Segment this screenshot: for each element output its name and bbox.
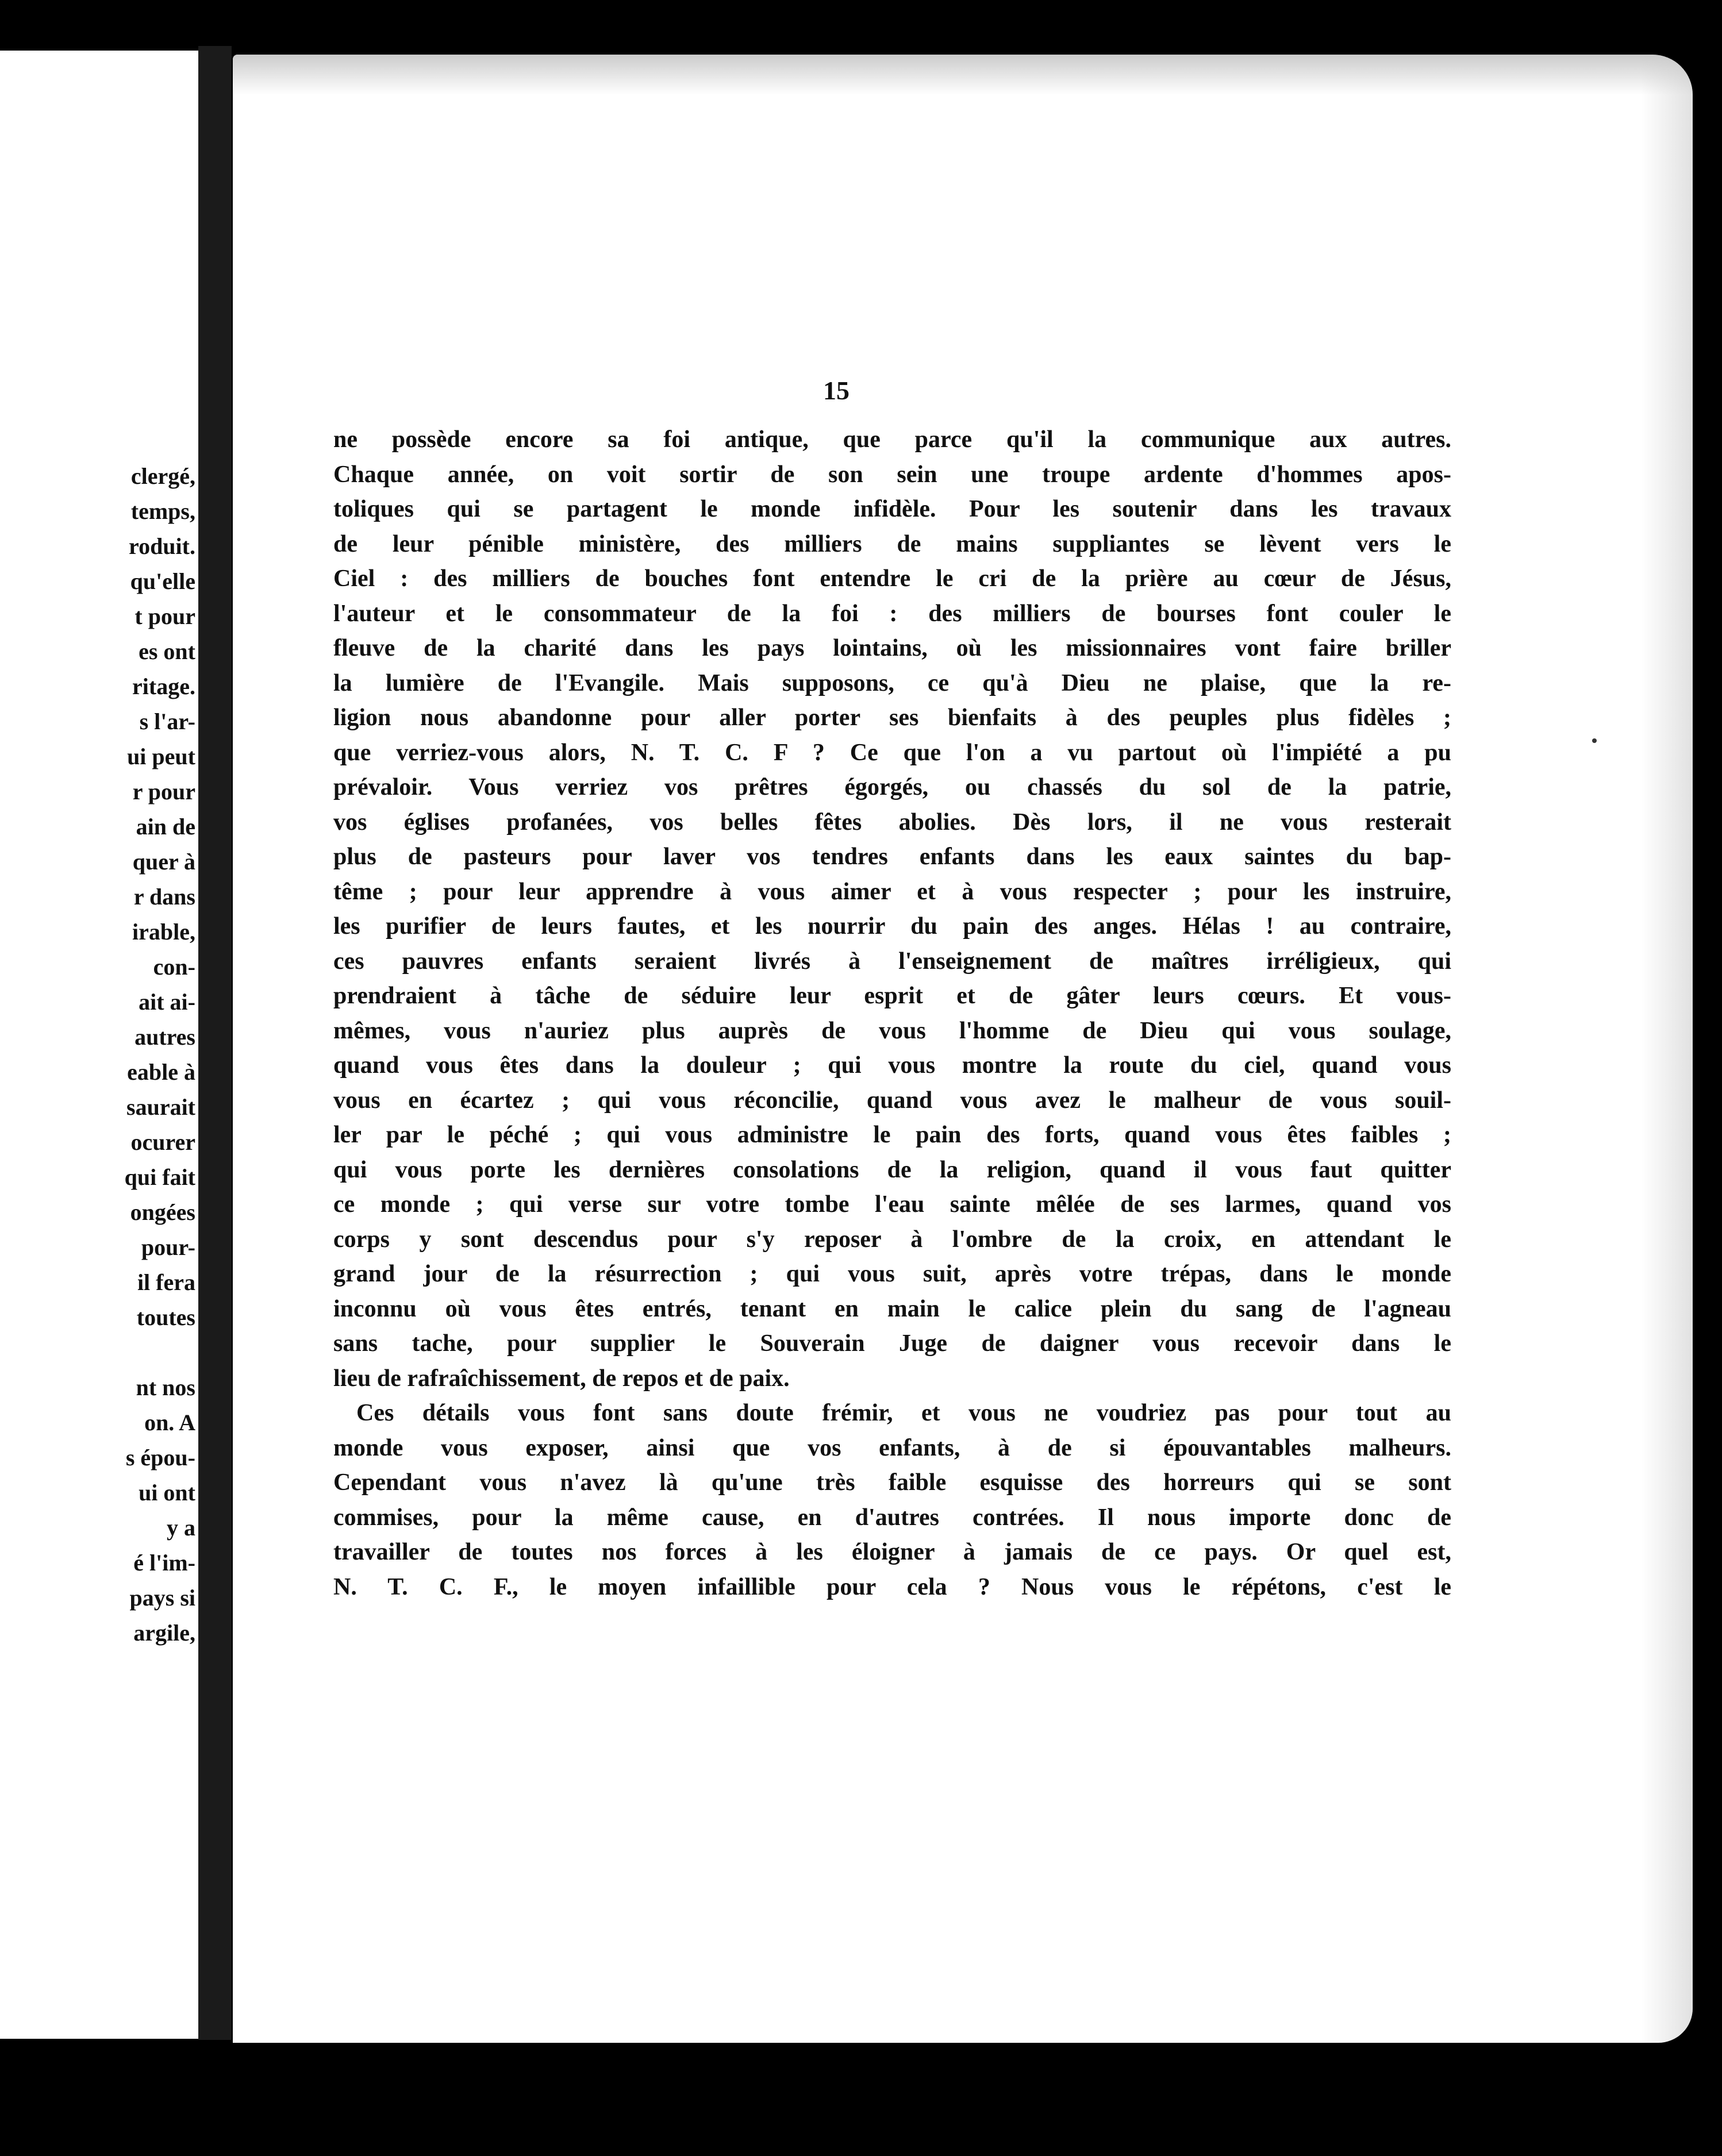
left-text-line: qu'elle (130, 568, 195, 594)
left-text-line: s l'ar- (139, 709, 195, 734)
text-line: Ciel : des milliers de bouches font entendre le cri de la prière au cœur de Jésus, (333, 565, 1451, 592)
left-text-line: il fera (137, 1269, 195, 1295)
text-line: vous en écartez ; qui vous réconcilie, quand vous avez le malheur de vous souil- (333, 1087, 1451, 1114)
ink-speck (1592, 738, 1597, 743)
text-line: ligion nous abandonne pour aller porter ses bienfaits à des peuples plus fidèles ; (333, 704, 1451, 731)
text-line: ne possède encore sa foi antique, que parce qu'il la communique aux autres. (333, 426, 1451, 453)
text-line: ces pauvres enfants seraient livrés à l'enseignement de maîtres irréligieux, qui (333, 948, 1451, 975)
text-line: Cependant vous n'avez là qu'une très faible esquisse des horreurs qui se sont (333, 1469, 1451, 1496)
left-text-line: r pour (132, 779, 195, 804)
left-text-line: quer à (132, 849, 195, 875)
text-line: prévaloir. Vous verriez vos prêtres égorgés, ou chassés du sol de la patrie, (333, 774, 1451, 800)
left-text-line: ocurer (130, 1129, 195, 1155)
book-gutter (198, 46, 232, 2040)
left-text-line: argile, (133, 1620, 195, 1646)
body-text (333, 422, 1451, 1604)
text-line: monde vous exposer, ainsi que vos enfants, à de si épouvantables malheurs. (333, 1434, 1451, 1461)
left-text-line: eable à (127, 1059, 195, 1085)
left-text-line: ritage. (132, 673, 195, 699)
text-line: de leur pénible ministère, des milliers de mains suppliantes se lèvent vers le (333, 530, 1451, 557)
left-text-line: nt nos (136, 1375, 195, 1400)
text-line: corps y sont descendus pour s'y reposer à l'ombre de la croix, en attendant le (333, 1226, 1451, 1253)
text-line: vos églises profanées, vos belles fêtes abolies. Dès lors, il ne vous resterait (333, 808, 1451, 836)
text-line: prendraient à tâche de séduire leur esprit et de gâter leurs cœurs. Et vous- (333, 983, 1451, 1009)
text-line: sans tache, pour supplier le Souverain Juge de daigner vous recevoir dans le (333, 1330, 1451, 1357)
left-text-line (0, 1335, 195, 1370)
left-text-line: roduit. (129, 533, 195, 559)
left-text-line: temps, (130, 498, 195, 524)
text-line: la lumière de l'Evangile. Mais supposons, ce qu'à Dieu ne plaise, que la re- (333, 669, 1451, 696)
left-page (0, 51, 198, 2039)
left-text-line: ongées (130, 1199, 195, 1225)
text-line: ce monde ; qui verse sur votre tombe l'eau sainte mêlée de ses larmes, quand vos (333, 1191, 1451, 1218)
right-page (233, 55, 1693, 2043)
left-text-line: autres (134, 1024, 195, 1050)
left-text-line: ui peut (127, 744, 195, 769)
page-number: 15 (823, 376, 850, 405)
text-line: l'auteur et le consommateur de la foi : des milliers de bourses font couler le (333, 600, 1451, 627)
left-text-line: saurait (126, 1094, 195, 1120)
left-text-line: ait ai- (139, 989, 195, 1015)
left-text-line: qui fait (124, 1164, 195, 1190)
text-line: toliques qui se partagent le monde infidèle. Pour les soutenir dans les travaux (333, 496, 1451, 522)
left-text-line: es ont (139, 638, 195, 664)
left-text-line: con- (153, 954, 195, 980)
text-line: fleuve de la charité dans les pays lointains, où les missionnaires vont faire briller (333, 635, 1451, 661)
text-line: quand vous êtes dans la douleur ; qui vous montre la route du ciel, quand vous (333, 1052, 1451, 1079)
text-line: commises, pour la même cause, en d'autres contrées. Il nous importe donc de (333, 1504, 1451, 1531)
text-line: Chaque année, on voit sortir de son sein une troupe ardente d'hommes apos- (333, 461, 1451, 488)
text-line: plus de pasteurs pour laver vos tendres enfants dans les eaux saintes du bap- (333, 844, 1451, 870)
text-line: ler par le péché ; qui vous administre le pain des forts, quand vous êtes faibles ; (333, 1122, 1451, 1148)
text-line: grand jour de la résurrection ; qui vous suit, après votre trépas, dans le monde (333, 1261, 1451, 1287)
text-line: mêmes, vous n'auriez plus auprès de vous l'homme de Dieu qui vous soulage, (333, 1017, 1451, 1044)
left-text-line: r dans (133, 884, 195, 910)
left-text-line: irable, (132, 919, 195, 945)
left-text-line: s épou- (125, 1445, 195, 1470)
left-text-line: é l'im- (133, 1550, 195, 1576)
text-line: travailler de toutes nos forces à les éloigner à jamais de ce pays. Or quel est, (333, 1539, 1451, 1565)
text-line: lieu de rafraîchissement, de repos et de paix. (333, 1365, 790, 1392)
text-line: Ces détails vous font sans doute frémir, et vous ne voudriez pas pour tout au (356, 1400, 1451, 1426)
left-text-line: t pour (134, 603, 195, 629)
page-edge-shadow (1641, 55, 1693, 2043)
left-text-line: toutes (136, 1304, 195, 1330)
left-page-text (0, 459, 195, 1650)
text-line: inconnu où vous êtes entrés, tenant en main le calice plein du sang de l'agneau (333, 1295, 1451, 1322)
left-text-line: ui ont (139, 1480, 195, 1506)
text-line: N. T. C. F., le moyen infaillible pour cela ? Nous vous le répétons, c'est le (333, 1573, 1451, 1600)
page-top-shadow (233, 55, 1693, 95)
left-text-line: pour- (141, 1234, 195, 1260)
left-text-line: on. A (144, 1410, 195, 1435)
text-line: tême ; pour leur apprendre à vous aimer et à vous respecter ; pour les instruire, (333, 878, 1451, 905)
left-text-line: ain de (136, 814, 195, 840)
left-text-line: clergé, (130, 463, 195, 489)
text-line: que verriez-vous alors, N. T. C. F ? Ce que l'on a vu partout où l'impiété a pu (333, 739, 1451, 766)
text-line: les purifier de leurs fautes, et les nourrir du pain des anges. Hélas ! au contraire, (333, 913, 1451, 940)
text-line: qui vous porte les dernières consolations de la religion, quand il vous faut quitter (333, 1156, 1451, 1183)
left-text-line: y a (167, 1515, 195, 1541)
left-text-line: pays si (129, 1585, 195, 1611)
